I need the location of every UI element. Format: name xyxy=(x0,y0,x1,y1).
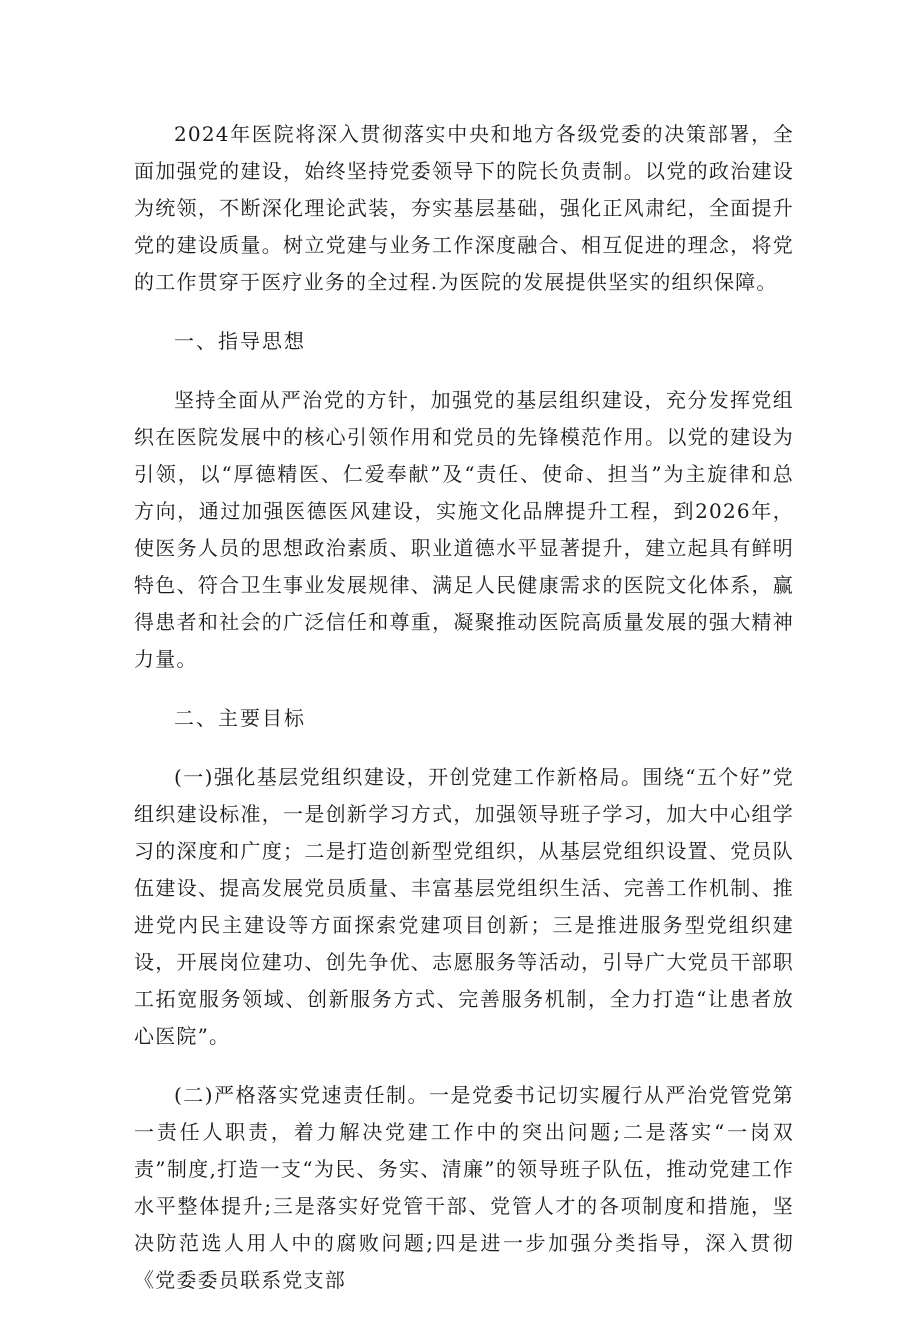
section1-paragraph: 坚持全面从严治党的方针，加强党的基层组织建设，充分发挥党组织在医院发展中的核心引领作用和党员的先锋模范作用。以党的建设为引领，以“厚德精医、仁爱奉献”及“责任、使命、担当”为主旋律和总方向，通过加强医德医风建设，实施文化品牌提升工程，到2026年，使医务人员的思想政治素质、职业道德水平显著提升，建立起具有鲜明特色、符合卫生事业发展规律、满足人民健康需求的医院文化体系，赢得患者和社会的广泛信任和尊重，凝聚推动医院高质量发展的强大精神力量。 xyxy=(134,388,794,671)
document-body xyxy=(134,116,794,1321)
goal1-paragraph: (一)强化基层党组织建设，开创党建工作新格局。围绕“五个好”党组织建设标准，一是创新学习方式，加强领导班子学习，加大中心组学习的深度和广度；二是打造创新型党组织，从基层党组织设置、党员队伍建设、提高发展党员质量、丰富基层党组织生活、完善工作机制、推进党内民主建设等方面探索党建项目创新；三是推进服务型党组织建设，开展岗位建功、创先争优、志愿服务等活动，引导广大党员干部职工拓宽服务领域、创新服务方式、完善服务机制，全力打造“让患者放心医院”。 xyxy=(134,765,794,1048)
section1-heading: 一、指导思想 xyxy=(174,329,306,353)
goal2-paragraph: (二)严格落实党速责任制。一是党委书记切实履行从严治党管党第一责任人职责，着力解决党建工作中的突出问题;二是落实“一岗双责”制度,打造一支“为民、务实、清廉”的领导班子队伍，推动党建工作水平整体提升;三是落实好党管干部、党管人才的各项制度和措施，坚决防范选人用人中的腐败问题;四是进一步加强分类指导，深入贯彻《党委委员联系党支部 xyxy=(134,1083,794,1292)
intro-paragraph: 2024年医院将深入贯彻落实中央和地方各级党委的决策部署，全面加强党的建设，始终坚持党委领导下的院长负责制。以党的政治建设为统领，不断深化理论武装，夯实基层基础，强化正风肃纪，全面提升党的建设质量。树立党建与业务工作深度融合、相互促进的理念，将党的工作贯穿于医疗业务的全过程.为医院的发展提供坚实的组织保障。 xyxy=(134,122,794,294)
section2-heading: 二、主要目标 xyxy=(174,706,306,730)
